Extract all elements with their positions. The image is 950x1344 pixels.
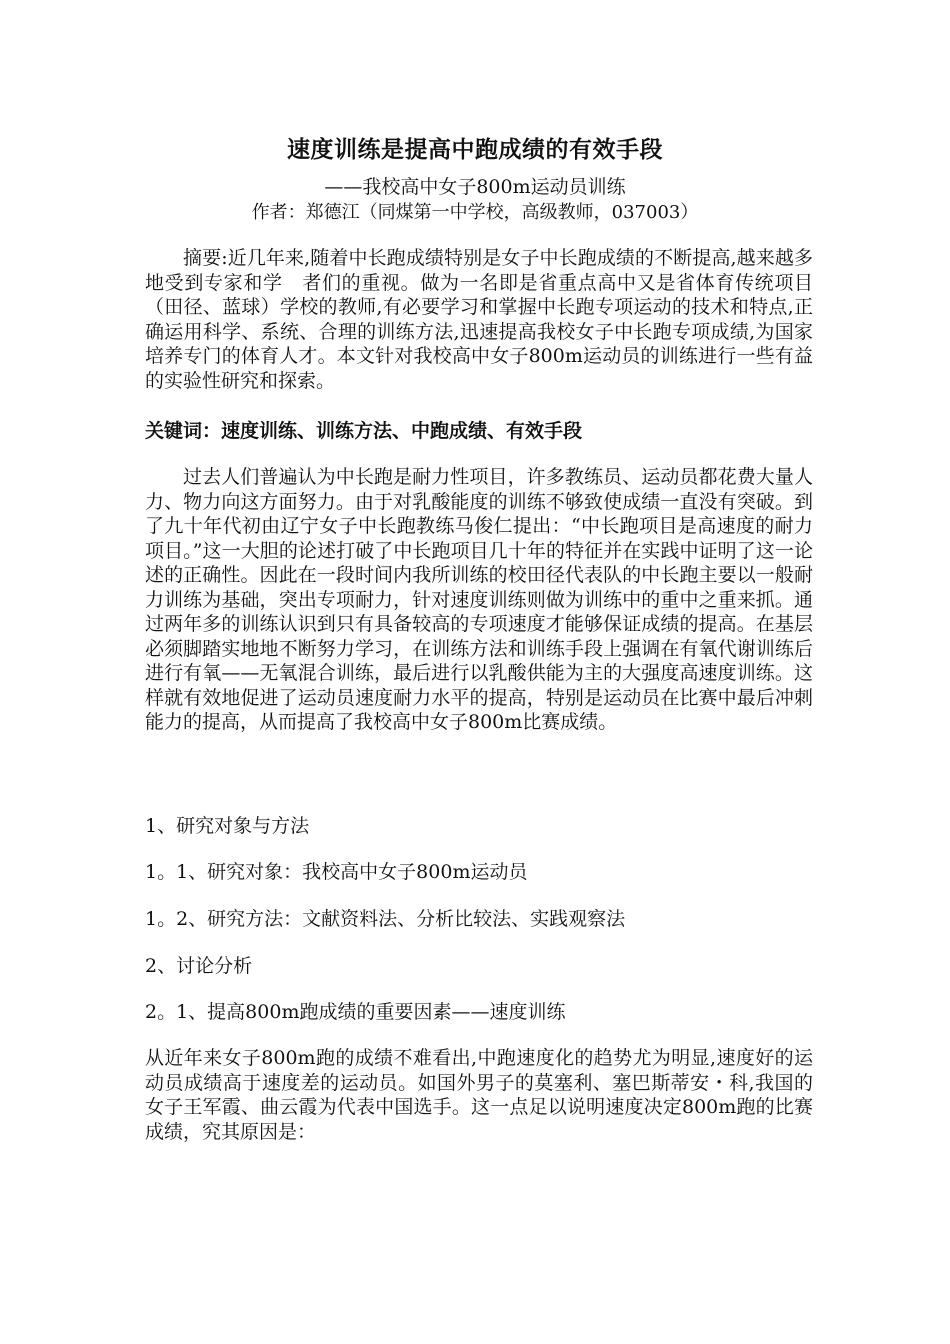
abstract-paragraph: 摘要:近几年来,随着中长跑成绩特别是女子中长跑成绩的不断提高,越来越多地受到专家和学 者们的重视。做为一名即是省重点高中又是省体育传统项目（田径、蓝球）学校的教师,有必要学习和掌握中长跑专项运动的技术和特点,正确运用科学、系统、合理的训练方法,迅速提高我校女子中长跑专项成绩,为国家培养专门的体育人才。本文针对我校高中女子800m运动员的训练进行一些有益的实验性研究和探索。 <box>145 247 813 392</box>
keywords-line: 关键词：速度训练、训练方法、中跑成绩、有效手段 <box>145 420 583 442</box>
section-heading-1-1: 1。1、研究对象：我校高中女子800m运动员 <box>145 861 528 883</box>
section-heading-1: 1、研究对象与方法 <box>145 815 310 837</box>
intro-paragraph: 过去人们普遍认为中长跑是耐力性项目，许多教练员、运动员都花费大量人力、物力向这方面努力。由于对乳酸能度的训练不够致使成绩一直没有突破。到了九十年代初由辽宁女子中长跑教练马俊仁提出：“中长跑项目是高速度的耐力项目。”这一大胆的论述打破了中长跑项目几十年的特征并在实践中证明了这一论述的正确性。因此在一段时间内我所训练的校田径代表队的中长跑主要以一般耐力训练为基础，突出专项耐力，针对速度训练则做为训练中的重中之重来抓。通过两年多的训练认识到只有具备较高的专项速度才能够保证成绩的提高。在基层必须脚踏实地地不断努力学习，在训练方法和训练手段上强调在有氧代谢训练后进行有氧——无氧混合训练，最后进行以乳酸供能为主的大强度高速度训练。这样就有效地促进了运动员速度耐力水平的提高，特别是运动员在比赛中最后冲刺能力的提高，从而提高了我校高中女子800m比赛成绩。 <box>145 466 813 733</box>
document-title: 速度训练是提高中跑成绩的有效手段 <box>287 136 663 163</box>
body-paragraph: 从近年来女子800m跑的成绩不难看出,中跑速度化的趋势尤为明显,速度好的运动员成绩高于速度差的运动员。如国外男子的莫塞利、塞巴斯蒂安・科,我国的女子王军霞、曲云霞为代表中国选手。这一点足以说明速度决定800m跑的比赛成绩，究其原因是： <box>145 1047 813 1143</box>
author-line: 作者：郑德江（同煤第一中学校，高级教师，037003） <box>251 202 699 223</box>
section-heading-1-2: 1。2、研究方法：文献资料法、分析比较法、实践观察法 <box>145 908 626 930</box>
section-heading-2-1: 2。1、提高800m跑成绩的重要因素——速度训练 <box>145 1001 566 1023</box>
document-subtitle: ——我校高中女子800m运动员训练 <box>324 176 626 198</box>
section-heading-2: 2、讨论分析 <box>145 955 253 977</box>
